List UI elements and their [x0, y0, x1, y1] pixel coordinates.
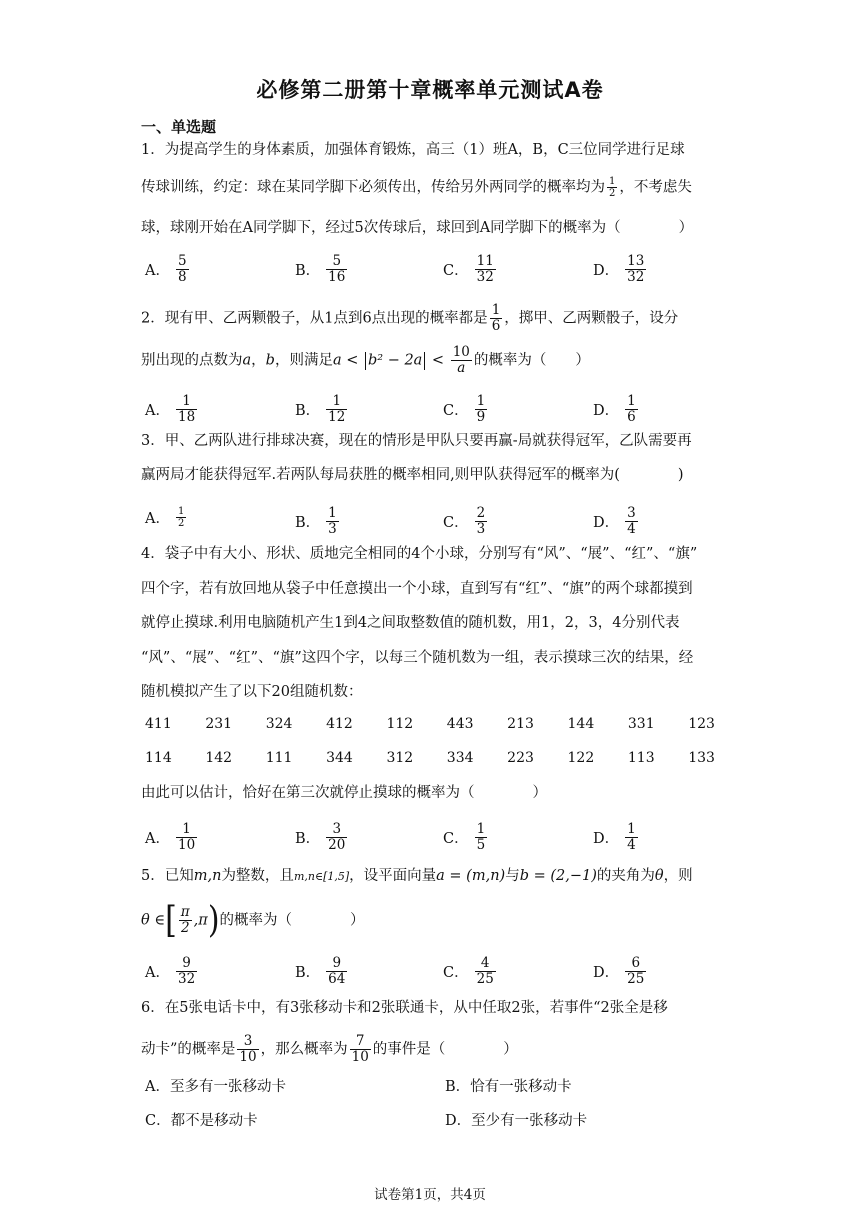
option-label: C． [443, 263, 469, 279]
q3-option-d[interactable] [593, 506, 640, 537]
random-number-row-2 [145, 750, 715, 766]
q6-option-a[interactable]: A．至多有一张移动卡 [145, 1079, 286, 1095]
q2-line-1-text: 2．现有甲、乙两颗骰子，从1点到6点出现的概率都是 [141, 310, 488, 327]
random-number: 213 [507, 716, 534, 732]
random-number: 133 [688, 750, 715, 766]
q6-line-1: 6．在5张电话卡中，有3张移动卡和2张联通卡，从中任取2张，若事件“2张全是移 [141, 1000, 668, 1016]
q1-option-a[interactable] [145, 254, 191, 285]
option-label: A． [145, 965, 170, 981]
q5-line-1-text: 5．已知 [141, 868, 194, 884]
option-fraction: $\frac{9}{64}$ [328, 955, 346, 987]
q4-option-d[interactable] [593, 822, 640, 853]
option-fraction: $\frac{13}{32}$ [627, 253, 645, 285]
q1-option-c[interactable] [443, 254, 498, 285]
random-number: 331 [627, 716, 655, 732]
random-number: 123 [688, 716, 715, 732]
var-mn: m,n [193, 868, 222, 884]
random-number: 312 [386, 750, 414, 766]
fraction: $\frac{10}{a}$ [452, 344, 470, 376]
q6-line-2-tail: 的事件是（ ） [372, 1041, 518, 1058]
q5-line-2 [141, 898, 365, 941]
option-fraction: $\frac{6}{25}$ [627, 955, 645, 987]
option-fraction: $\frac{1}{6}$ [627, 393, 636, 425]
q3-option-a[interactable] [145, 506, 188, 529]
q2-line-2: 别出现的点数为a，b，则满足a < b² − 2a < $\frac{10}{a}$ 的概率为（ ） [141, 344, 590, 376]
abs-bar-left [365, 352, 366, 370]
ineq-a: a [332, 352, 342, 369]
fraction: $\frac{1}{6}$ [491, 302, 501, 334]
random-number: 112 [386, 716, 414, 732]
q6-option-c[interactable]: C．都不是移动卡 [145, 1113, 258, 1129]
text: 为整数，且 [221, 868, 294, 884]
comma: ， [251, 352, 266, 369]
q1-line-2 [141, 176, 692, 199]
option-fraction: $\frac{11}{32}$ [476, 253, 494, 285]
fraction: $\frac{7}{10}$ [351, 1033, 369, 1065]
q5-line-2-tail: 的概率为（ ） [219, 912, 365, 929]
option-fraction: $\frac{9}{32}$ [177, 955, 196, 987]
random-number: 443 [446, 716, 474, 732]
var-b: b [265, 352, 275, 369]
q5-option-a[interactable] [145, 956, 199, 987]
random-number: 144 [567, 716, 595, 732]
q2-line-2-mid: ，则满足 [274, 352, 333, 369]
q3-option-b[interactable] [295, 506, 341, 537]
page-footer: 试卷第1页，共4页 [374, 1187, 486, 1203]
random-number: 122 [567, 750, 595, 766]
option-label: C． [443, 965, 469, 981]
q2-line-1 [141, 303, 678, 334]
q1-option-d[interactable] [593, 254, 648, 285]
text: 与 [505, 868, 520, 884]
q4-line-4: “风”、“展”、“红”、“旗”这四个字，以每三个随机数为一组，表示摸球三次的结果，经 [141, 650, 694, 666]
q4-line-3: 就停止摸球.利用电脑随机产生1到4之间取整数值的随机数，用1，2，3，4分别代表 [141, 615, 680, 631]
option-fraction: $\frac{3}{4}$ [627, 505, 636, 537]
q6-line-2-text: 动卡”的概率是 [141, 1041, 236, 1058]
q4-line-5: 随机模拟产生了以下20组随机数： [141, 684, 363, 700]
fraction: $\frac{3}{10}$ [239, 1033, 257, 1065]
option-fraction: $\frac{5}{16}$ [328, 253, 346, 285]
q1-line-1: 1．为提高学生的身体素质，加强体育锻炼，高三（1）班A，B，C三位同学进行足球 [141, 142, 685, 158]
option-fraction: $\frac{1}{9}$ [476, 393, 486, 425]
option-label: A． [145, 263, 170, 279]
q2-option-b[interactable] [295, 394, 349, 425]
q2-line-1-tail: ，掷甲、乙两颗骰子，设分 [504, 310, 679, 327]
q4-line-2: 四个字，若有放回地从袋子中任意摸出一个小球，直到写有“红”、“旗”的两个球都摸到 [141, 581, 693, 597]
option-fraction: $\frac{1}{3}$ [328, 505, 337, 537]
option-fraction: $\frac{1}{2}$ [177, 506, 185, 529]
option-fraction: $\frac{5}{8}$ [177, 253, 187, 285]
q2-line-2-tail: 的概率为（ ） [473, 352, 590, 369]
text: ，那么概率为 [260, 1041, 348, 1058]
option-fraction: $\frac{1}{10}$ [177, 821, 196, 853]
q5-option-c[interactable] [443, 956, 498, 987]
random-number: 412 [326, 716, 353, 732]
var-theta: θ [654, 868, 664, 884]
q1-line-2-text: 传球训练，约定：球在某同学脚下必须传出，传给另外两同学的概率均为 [141, 179, 605, 196]
q6-line-2 [141, 1034, 518, 1065]
abs-bar-right [424, 352, 425, 370]
option-label: C． [443, 515, 469, 531]
option-label: B． [295, 263, 321, 279]
theta-in: θ ∈ [141, 912, 166, 929]
q4-line-1: 4．袋子中有大小、形状、质地完全相同的4个小球，分别写有“风”、“展”、“红”、“旗” [141, 546, 698, 562]
random-number: 231 [205, 716, 233, 732]
q5-line-1 [141, 866, 693, 887]
page-title: 必修第二册第十章概率单元测试A卷 [256, 78, 604, 102]
random-number: 344 [326, 750, 353, 766]
var-a: a [242, 352, 252, 369]
option-label: D． [593, 263, 620, 279]
option-fraction: $\frac{1}{12}$ [328, 393, 346, 425]
q1-line-3: 球，球刚开始在A同学脚下，经过5次传球后，球回到A同学脚下的概率为（ ） [141, 220, 694, 236]
option-label: B． [295, 515, 321, 531]
q5-option-d[interactable] [593, 956, 648, 987]
q2-option-d[interactable] [593, 394, 640, 425]
random-number: 324 [265, 716, 293, 732]
option-fraction: $\frac{1}{4}$ [627, 821, 636, 853]
random-number: 142 [205, 750, 233, 766]
fraction: $\frac{1}{2}$ [609, 176, 616, 199]
option-label: B． [295, 831, 321, 847]
fraction: $\frac{\pi}{2}$ [180, 904, 190, 936]
option-fraction: $\frac{1}{18}$ [177, 393, 196, 425]
random-number: 114 [145, 750, 172, 766]
option-label: D． [593, 965, 620, 981]
q6-option-b[interactable]: B．恰有一张移动卡 [445, 1079, 572, 1095]
random-number: 334 [446, 750, 474, 766]
option-fraction: $\frac{1}{5}$ [476, 821, 486, 853]
q2-option-a[interactable] [145, 394, 199, 425]
random-number: 113 [627, 750, 655, 766]
q3-line-1: 3．甲、乙两队进行排球决赛，现在的情形是甲队只要再赢-局就获得冠军，乙队需要再 [141, 433, 692, 449]
option-label: C． [443, 403, 469, 419]
text: 的夹角为 [596, 868, 655, 884]
option-label: D． [593, 831, 620, 847]
vector-b: b = (2,−1) [519, 868, 597, 884]
q4-option-a[interactable] [145, 822, 199, 853]
option-label: A． [145, 831, 170, 847]
q2-option-c[interactable] [443, 394, 489, 425]
text: ，设平面向量 [349, 868, 437, 884]
interval-rest: ,π [193, 912, 208, 929]
option-fraction: $\frac{2}{3}$ [476, 505, 486, 537]
vector-a: a = (m,n) [436, 868, 506, 884]
range: m,n∈[1,5] [293, 870, 350, 883]
q4-option-b[interactable] [295, 822, 349, 853]
q3-line-2: 赢两局才能获得冠军.若两队每局获胜的概率相同,则甲队获得冠军的概率为( ) [141, 467, 684, 483]
ineq-mid: b² − 2a [367, 352, 423, 369]
q5-option-b[interactable] [295, 956, 349, 987]
option-fraction: $\frac{4}{25}$ [476, 955, 494, 987]
random-number: 111 [265, 750, 293, 766]
option-label: A． [145, 403, 170, 419]
q1-line-2-tail: ，不考虑失 [619, 179, 692, 196]
random-number: 223 [507, 750, 534, 766]
text: ，则 [663, 868, 693, 884]
random-number-row-1 [145, 716, 715, 732]
q3-option-c[interactable] [443, 506, 489, 537]
section-heading: 一、单选题 [141, 118, 217, 136]
q1-option-b[interactable] [295, 254, 349, 285]
left-bracket: [ [165, 898, 177, 941]
option-label: B． [295, 965, 321, 981]
right-paren: ) [207, 898, 220, 941]
option-label: A． [145, 511, 170, 527]
q4-line-6: 由此可以估计，恰好在第三次就停止摸球的概率为（ ） [141, 785, 547, 801]
q4-option-c[interactable] [443, 822, 489, 853]
option-label: B． [295, 403, 321, 419]
q6-option-d[interactable]: D．至少有一张移动卡 [445, 1113, 588, 1129]
random-number: 411 [145, 716, 172, 732]
option-label: D． [593, 403, 620, 419]
option-label: D． [593, 515, 620, 531]
option-label: C． [443, 831, 469, 847]
option-fraction: $\frac{3}{20}$ [328, 821, 346, 853]
q2-line-2-text: 别出现的点数为 [141, 352, 243, 369]
